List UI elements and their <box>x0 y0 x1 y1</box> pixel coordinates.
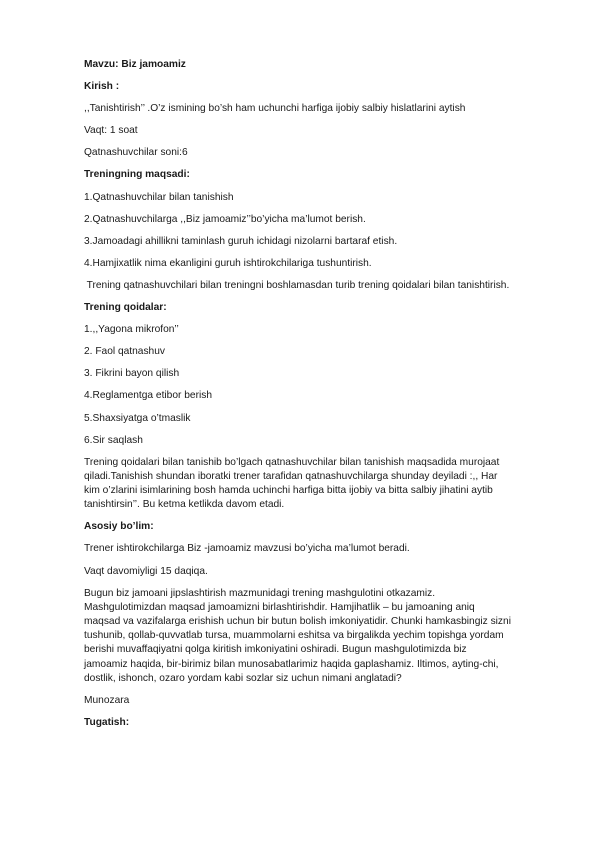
paragraph-line: Mashgulotimizdan maqsad jamoamizni birlashtirishdir. Hamjihatlik – bu jamoaning aniq <box>84 601 475 613</box>
rule-item: 1.,,Yagona mikrofon’’ <box>84 324 179 336</box>
paragraph-line: Trening qoidalari bilan tanishib bo’lgach qatnashuvchilar bilan tanishish maqsadida murojaat <box>84 456 500 468</box>
paragraph-line: Bugun biz jamoani jipslashtirish mazmunidagi trening mashgulotini otkazamiz. <box>84 587 436 599</box>
paragraph-line: maqsad va vazifalarga erishish uchun bir butun bolish imkoniyatidir. Chunki hamkasbingiz sizni <box>84 616 511 628</box>
rule-item: 5.Shaxsiyatga o’tmaslik <box>84 412 191 424</box>
main-duration: Vaqt davomiyligi 15 daqiqa. <box>84 565 208 577</box>
rules-paragraph <box>84 456 554 513</box>
goal-item: 3.Jamoadagi ahillikni taminlash guruh ichidagi nizolarni bartaraf etish. <box>84 235 398 247</box>
topic-heading: Mavzu: Biz jamoamiz <box>84 59 186 70</box>
intro-heading: Kirish : <box>84 81 120 93</box>
paragraph-line: kim o’zlarini isimlarining bosh hamda uchinchi harfiga bitta ijobiy va bitta salbiy jihatini aytib <box>84 485 493 497</box>
main-heading: Asosiy bo’lim: <box>84 521 154 533</box>
discussion-text: Munozara <box>84 694 130 706</box>
intro-text: ,,Tanishtirish’’ .O’z ismining bo’sh ham uchunchi harfiga ijobiy salbiy hislatlarini aytish <box>84 103 466 115</box>
paragraph-line: tanishtirsin’’. Bu ketma ketlikda davom etadi. <box>84 499 285 511</box>
main-paragraph <box>84 587 554 686</box>
paragraph-line: qiladi.Tanishish shundan iboratki trener tarafidan qatnashuvchilarga shunday deyiladi :,, Har <box>84 470 498 482</box>
goal-item: 4.Hamjixatlik nima ekanligini guruh ishtirokchilariga tushuntirish. <box>84 257 372 269</box>
rule-item: 3. Fikrini bayon qilish <box>84 368 180 380</box>
rules-heading: Trening qoidalar: <box>84 302 167 314</box>
rule-item: 4.Reglamentga etibor berish <box>84 390 212 402</box>
paragraph-line: jamoamiz haqida, bir-birimiz bilan munosabatlarimiz haqida gaplashamiz. Iltimos, ayting-chi, <box>84 658 499 670</box>
conclusion-heading: Tugatish: <box>84 717 130 729</box>
main-intro: Trener ishtirokchilarga Biz -jamoamiz mavzusi bo’yicha ma’lumot beradi. <box>84 543 410 555</box>
goal-item: 2.Qatnashuvchilarga ,,Biz jamoamiz’’bo’yicha ma’lumot berish. <box>84 213 366 225</box>
paragraph-line: dostlik, ishonch, ozaro yordam kabi sozlar siz uchun nimani anglatadi? <box>84 672 402 684</box>
paragraph-line: berishi muvaffaqiyatni qolga kiritish imkoniyatini oshiradi. Bugun mashgulotimizda biz <box>84 644 467 656</box>
participants-text: Qatnashuvchilar soni:6 <box>84 147 188 159</box>
rule-item: 2. Faol qatnashuv <box>84 346 165 358</box>
goals-heading: Treningning maqsadi: <box>84 169 190 181</box>
time-text: Vaqt: 1 soat <box>84 125 138 137</box>
goals-note: Trening qatnashuvchilari bilan treningni boshlamasdan turib trening qoidalari bilan tanishtirish. <box>84 279 510 291</box>
rule-item: 6.Sir saqlash <box>84 434 143 446</box>
paragraph-line: tushunib, qollab-quvvatlab tursa, muammolarni eshitsa va birgalikda yechim topishga yordam <box>84 630 504 642</box>
document-page <box>84 58 554 738</box>
goal-item: 1.Qatnashuvchilar bilan tanishish <box>84 191 234 203</box>
